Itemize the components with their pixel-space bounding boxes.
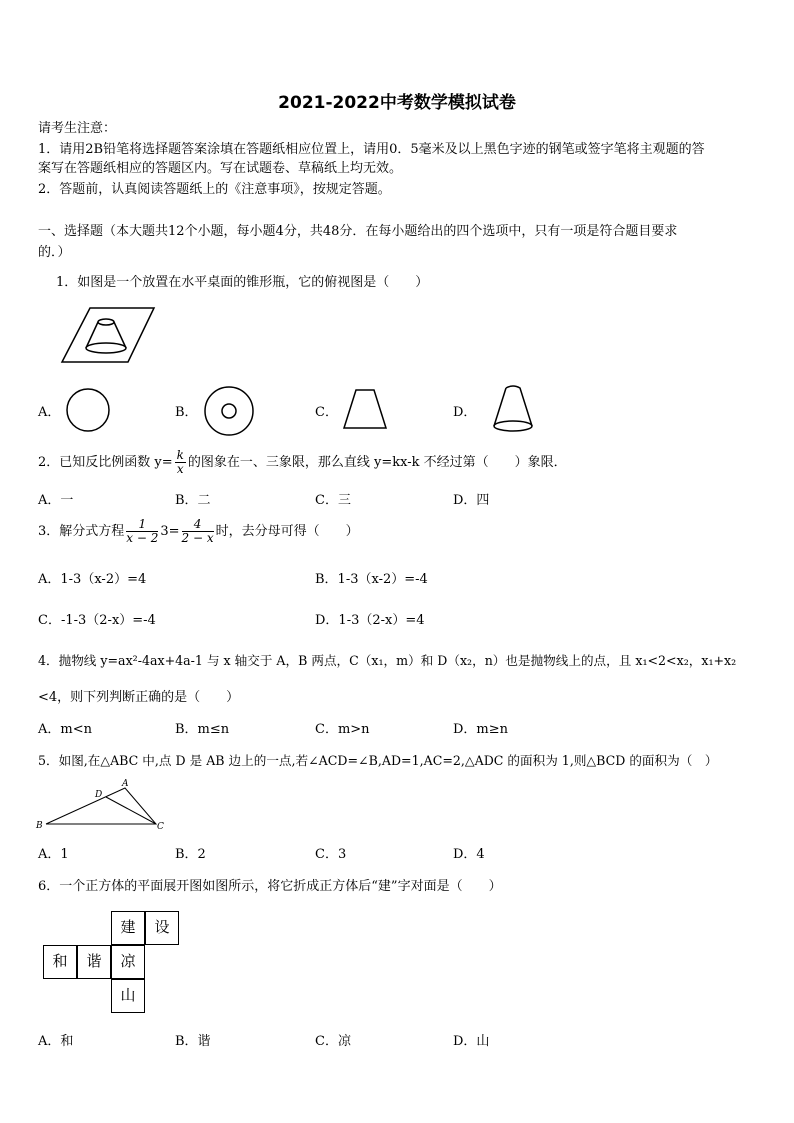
label-c: C xyxy=(157,822,164,832)
q5-option-d: D．4 xyxy=(453,847,485,862)
q3-option-d: D．1-3（2-x）=4 xyxy=(315,613,425,628)
q1-option-b-ring-figure xyxy=(202,384,256,438)
q6-option-d: D．山 xyxy=(453,1034,490,1049)
q4-option-c: C．m>n xyxy=(315,722,370,737)
notice-line-2: 案写在答题纸相应的答题区内。写在试题卷、草稿纸上均无效。 xyxy=(38,161,403,176)
q3-mid: 3= xyxy=(160,524,180,539)
notice-heading: 请考生注意： xyxy=(38,121,117,136)
question-4-line-2: <4，则下列判断正确的是（ ） xyxy=(38,690,240,705)
q1-option-d: D． xyxy=(453,405,477,420)
q3-frac1-den: x − 2 xyxy=(126,531,159,545)
q5-option-c: C．3 xyxy=(315,847,347,862)
question-1-text: 1．如图是一个放置在水平桌面的锥形瓶，它的俯视图是（ ） xyxy=(56,275,429,290)
section-heading-line-1: 一、选择题（本大题共12个小题，每小题4分，共48分．在每小题给出的四个选项中，只有一项是符合题目要求 xyxy=(38,224,678,239)
question-2-text xyxy=(38,449,567,476)
net-cell-xie: 谐 xyxy=(77,945,111,979)
label-a: A xyxy=(122,779,129,789)
q3-frac2-den: 2 − x xyxy=(181,531,214,545)
q6-option-c: C．凉 xyxy=(315,1034,351,1049)
q2-suffix: 的图象在一、三象限，那么直线 y=kx-k 不经过第（ ）象限． xyxy=(187,455,567,470)
q1-option-a-circle-figure xyxy=(64,386,112,434)
q5-option-a: A．1 xyxy=(38,847,69,862)
section-heading-line-2: 的．） xyxy=(38,245,71,260)
q1-option-c: C． xyxy=(315,405,338,420)
q1-option-c-trapezoid-figure xyxy=(340,386,390,432)
q3-fraction-2 xyxy=(182,518,214,545)
q6-option-b: B．谐 xyxy=(175,1034,211,1049)
q2-option-c: C．三 xyxy=(315,493,351,508)
net-cell-jian: 建 xyxy=(111,911,145,945)
net-cell-she: 设 xyxy=(145,911,179,945)
q6-option-a: A．和 xyxy=(38,1034,74,1049)
notice-line-1: 1．请用2B铅笔将选择题答案涂填在答题纸相应位置上，请用0．5毫米及以上黑色字迹的钢笔或签字笔将主观题的答 xyxy=(38,142,705,157)
q1-option-a: A． xyxy=(38,405,61,420)
q4-option-d: D．m≥n xyxy=(453,722,509,737)
q3-frac2-num: 4 xyxy=(182,518,214,532)
question-3-text xyxy=(38,518,359,545)
q4-option-a: A．m<n xyxy=(38,722,92,737)
question-5-text: 5．如图,在△ABC 中,点 D 是 AB 边上的一点,若∠ACD=∠B,AD=1,AC=2,△ADC 的面积为 1,则△BCD 的面积为（ ） xyxy=(38,753,718,768)
question-4-line-1: 4．抛物线 y=ax²-4ax+4a-1 与 x 轴交于 A，B 两点，C（x₁，m）和 D（x₂，n）也是抛物线上的点，且 x₁<2<x₂，x₁+x₂ xyxy=(38,653,737,668)
label-d: D xyxy=(95,790,103,800)
q3-suffix: 时，去分母可得（ ） xyxy=(215,524,359,539)
q3-fraction-1 xyxy=(126,518,158,545)
q1-option-b: B． xyxy=(175,405,198,420)
net-cell-liang: 凉 xyxy=(111,945,145,979)
notice-line-3: 2．答题前，认真阅读答题纸上的《注意事项》，按规定答题。 xyxy=(38,182,391,197)
net-cell-shan: 山 xyxy=(111,979,145,1013)
page-title: 2021-2022中考数学模拟试卷 xyxy=(278,93,516,113)
q2-prefix: 2．已知反比例函数 y= xyxy=(38,455,173,470)
q3-option-b: B．1-3（x-2）=-4 xyxy=(315,572,428,587)
q2-fraction xyxy=(175,449,186,476)
q3-option-c: C．-1-3（2-x）=-4 xyxy=(38,613,156,628)
q3-prefix: 3．解分式方程 xyxy=(38,524,125,539)
net-cell-he: 和 xyxy=(43,945,77,979)
q1-option-d-cone-figure xyxy=(490,382,536,436)
q2-option-d: D．四 xyxy=(453,493,490,508)
q2-option-b: B．二 xyxy=(175,493,211,508)
q4-option-b: B．m≤n xyxy=(175,722,230,737)
q2-frac-num: k xyxy=(176,448,184,462)
q2-frac-den: x xyxy=(176,462,184,476)
triangle-abc-figure xyxy=(34,776,174,834)
label-b: B xyxy=(36,821,43,831)
q2-option-a: A．一 xyxy=(38,493,74,508)
q3-frac1-num: 1 xyxy=(126,518,158,532)
q3-option-a: A．1-3（x-2）=4 xyxy=(38,572,147,587)
question-6-text: 6．一个正方体的平面展开图如图所示，将它折成正方体后“建”字对面是（ ） xyxy=(38,879,502,894)
conical-flask-figure xyxy=(58,300,158,370)
q5-option-b: B．2 xyxy=(175,847,206,862)
